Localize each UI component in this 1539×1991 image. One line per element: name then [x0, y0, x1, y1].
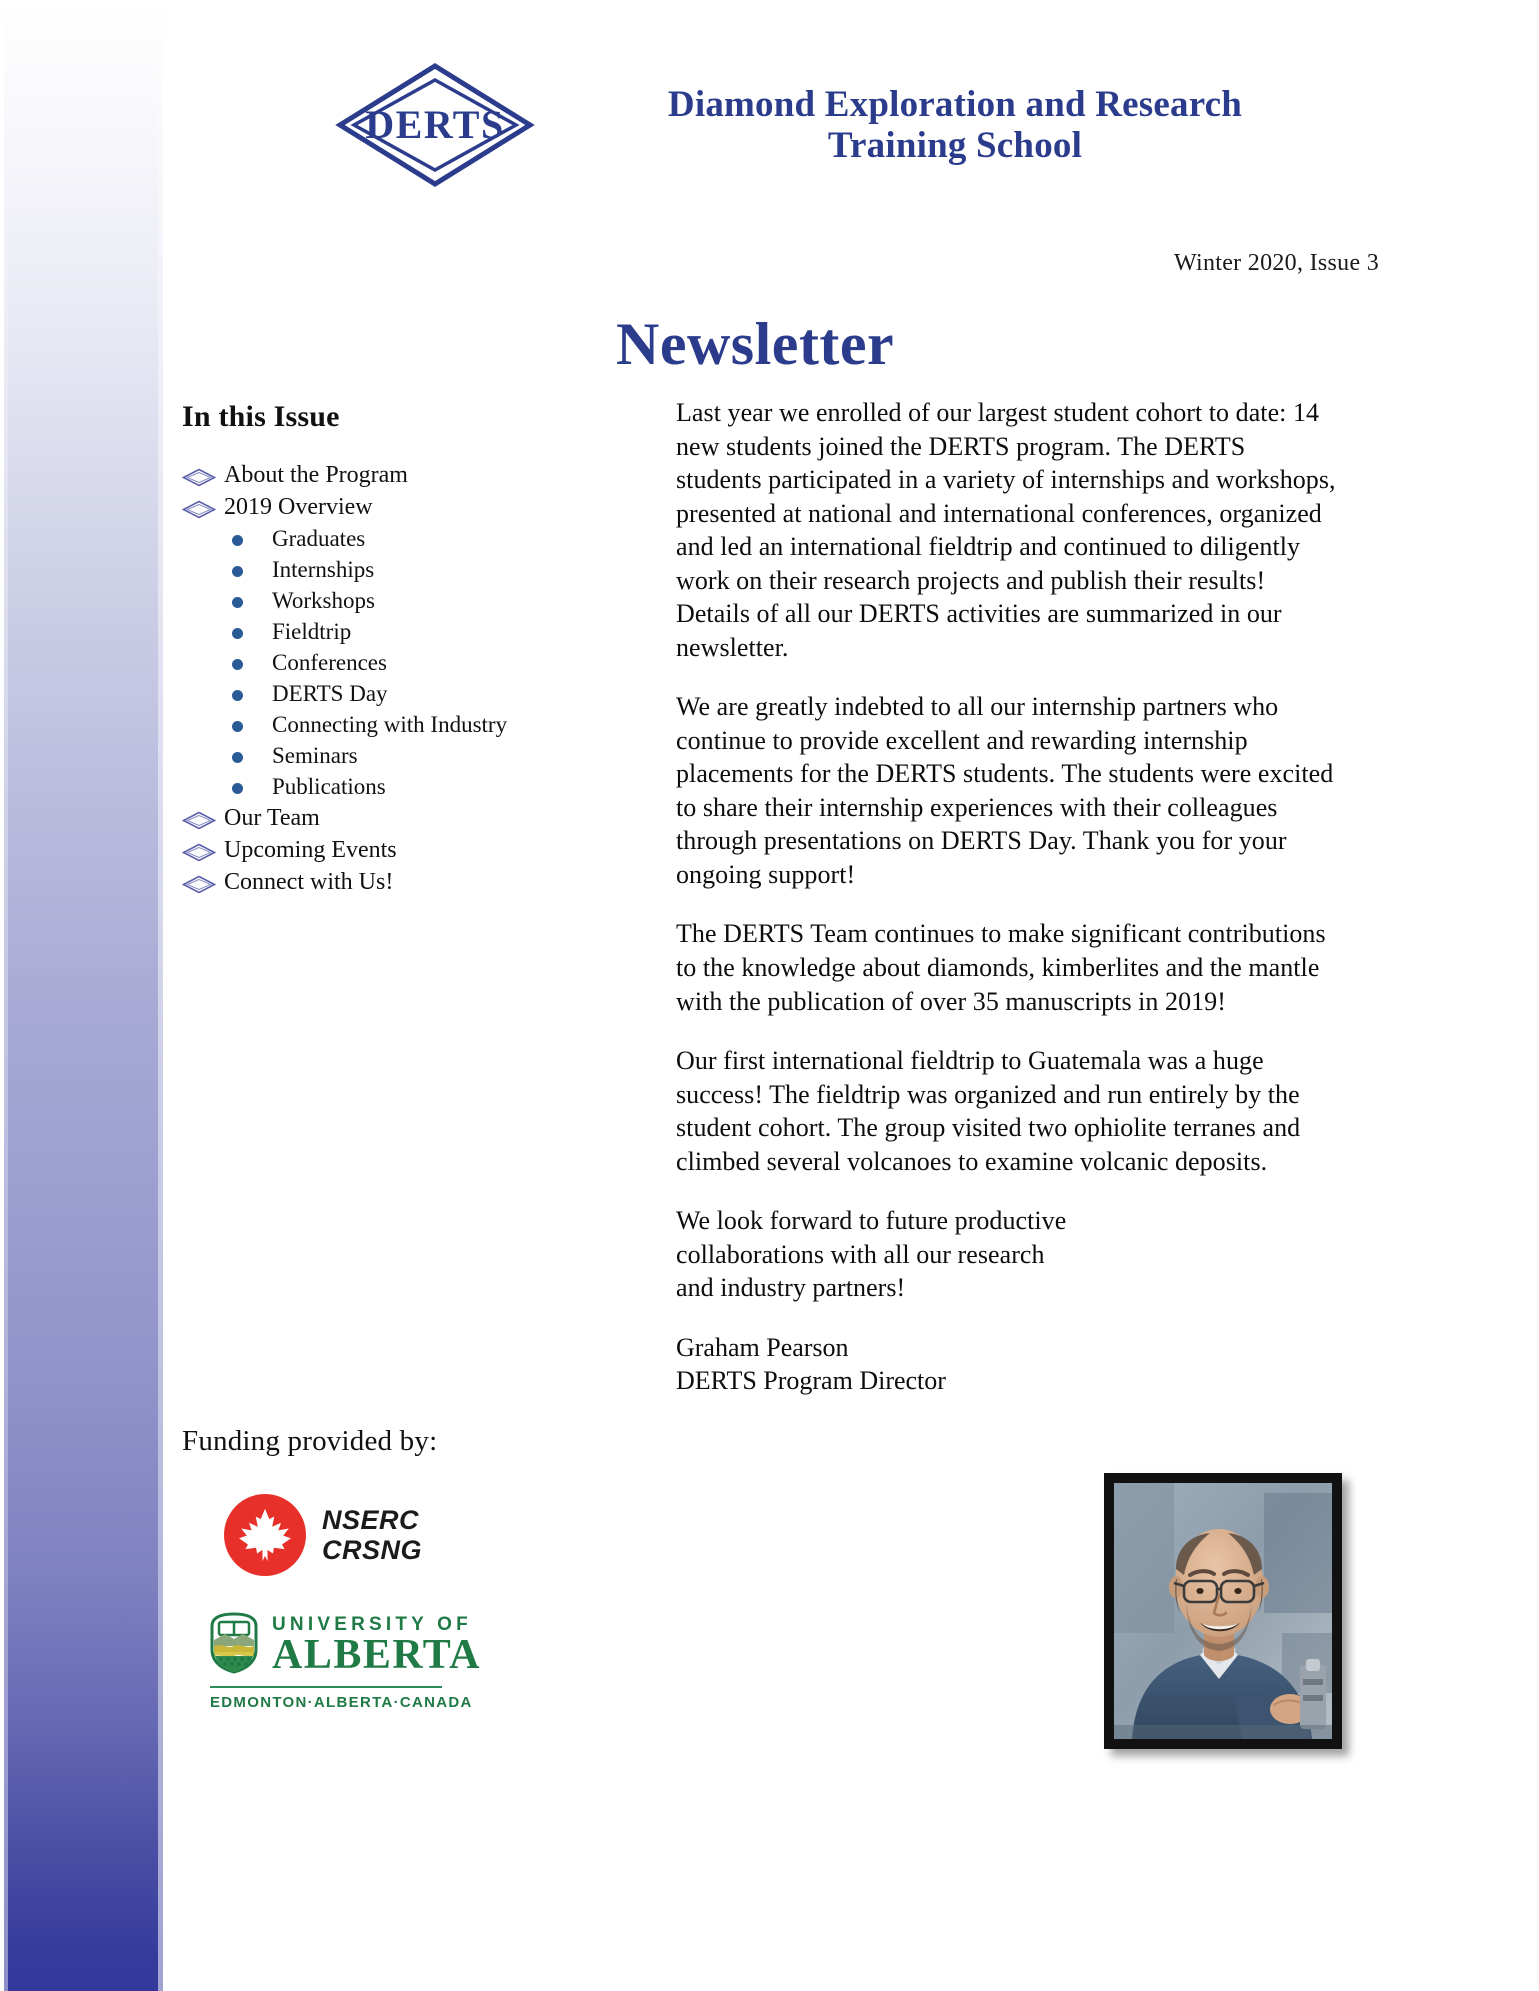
toc-item-label: DERTS Day [272, 681, 388, 706]
toc-item[interactable] [182, 803, 602, 835]
nserc-wordmark [322, 1505, 422, 1565]
in-this-issue-section [182, 400, 602, 899]
ualberta-logo-row [208, 1612, 602, 1679]
toc-item[interactable] [182, 555, 602, 586]
toc-item-label: Internships [272, 557, 375, 582]
maple-leaf-glyph [234, 1504, 296, 1566]
dot-bullet-icon [226, 527, 272, 550]
toc-item-label: Fieldtrip [272, 619, 352, 644]
article-paragraph: We are greatly indebted to all our internship partners who continue to provide excellent and rewarding internship placements for the DERTS students. The students were excited to share their internship experiences with their colleagues through presentations on DERTS Day. Thank you for your ongoing support! [676, 692, 1334, 889]
diamond-bullet-icon [182, 807, 224, 831]
toc-item[interactable] [182, 867, 602, 899]
toc-item-label: Upcoming Events [224, 837, 397, 863]
signature-name: Graham Pearson [676, 1332, 849, 1362]
toc-item[interactable] [182, 460, 602, 492]
nserc-line1: NSERC [322, 1504, 420, 1535]
dot-bullet-icon [226, 558, 272, 581]
director-portrait [1104, 1473, 1342, 1749]
ualberta-tagline: EDMONTON·ALBERTA·CANADA [210, 1694, 473, 1711]
diamond-bullet-icon [182, 464, 224, 488]
funding-section [182, 1425, 602, 1711]
article-paragraph: Our first international fieldtrip to Guatemala was a huge success! The fieldtrip was organized and run entirely by the student cohort. The group visited two ophiolite terranes and climbed several volcanoes to examine volcanic deposits. [676, 1046, 1301, 1176]
toc-item[interactable] [182, 617, 602, 648]
dot-bullet-icon [226, 682, 272, 705]
dot-bullet-icon [226, 651, 272, 674]
toc-item[interactable] [182, 524, 602, 555]
ualberta-logo [208, 1612, 602, 1711]
toc-item-label: Seminars [272, 743, 358, 768]
toc-item-label: Connecting with Industry [272, 712, 508, 737]
shield-glyph [208, 1612, 260, 1674]
article-closing-paragraph: We look forward to future productive collaborations with all our research and industry partners! [676, 1206, 1067, 1303]
nserc-logo [224, 1494, 602, 1576]
toc-item[interactable] [182, 648, 602, 679]
dot-bullet-icon [226, 744, 272, 767]
toc-item-label: Our Team [224, 805, 320, 831]
nserc-line2: CRSNG [322, 1535, 423, 1565]
page-title: Newsletter [616, 311, 895, 377]
diamond-outline-icon [330, 60, 540, 190]
dot-bullet-icon [226, 620, 272, 643]
derts-logo [330, 60, 540, 190]
ualberta-wordmark [272, 1615, 481, 1677]
funding-heading: Funding provided by: [182, 1425, 438, 1457]
toc-item[interactable] [182, 772, 602, 803]
toc-item[interactable] [182, 679, 602, 710]
shield-icon [208, 1612, 260, 1679]
masthead [330, 60, 1340, 190]
toc-item[interactable] [182, 492, 602, 524]
diamond-bullet-icon [182, 839, 224, 863]
dot-bullet-icon [226, 775, 272, 798]
toc-item-label: Publications [272, 774, 386, 799]
article-body [676, 396, 1336, 1398]
portrait-illustration [1114, 1483, 1332, 1739]
toc-list [182, 460, 602, 899]
diamond-bullet-icon [182, 496, 224, 520]
dot-bullet-icon [226, 589, 272, 612]
toc-item[interactable] [182, 741, 602, 772]
toc-item[interactable] [182, 835, 602, 867]
portrait-image [1114, 1483, 1332, 1739]
dot-bullet-icon [226, 713, 272, 736]
decorative-gradient-bar [8, 0, 158, 1991]
derts-logo-text: DERTS [365, 102, 505, 147]
organization-title-line2: Training School [827, 125, 1083, 166]
toc-item-label: Workshops [272, 588, 375, 613]
issue-label: Winter 2020, Issue 3 [1174, 250, 1379, 276]
article-paragraph: The DERTS Team continues to make significant contributions to the knowledge about diamonds, kimberlites and the mantle with the publication of over 35 manuscripts in 2019! [676, 919, 1326, 1016]
signature-title: DERTS Program Director [676, 1366, 946, 1396]
toc-heading: In this Issue [182, 400, 340, 433]
sidebar-right-edge [158, 0, 163, 1991]
toc-item[interactable] [182, 710, 602, 741]
toc-item[interactable] [182, 586, 602, 617]
maple-leaf-icon [224, 1494, 306, 1576]
toc-item-label: About the Program [224, 462, 408, 488]
toc-item-label: Conferences [272, 650, 387, 675]
toc-item-label: Graduates [272, 526, 366, 551]
organization-title-line1: Diamond Exploration and Research [667, 83, 1243, 125]
organization-title [570, 84, 1340, 167]
ualberta-divider [210, 1686, 442, 1688]
toc-item-label: Connect with Us! [224, 869, 394, 895]
ualberta-line2: ALBERTA [272, 1631, 481, 1678]
diamond-bullet-icon [182, 871, 224, 895]
article-paragraph: Last year we enrolled of our largest student cohort to date: 14 new students joined the DERTS program. The DERTS students participated in a variety of internships and workshops, presented at national and international conferences, organized and led an international fieldtrip and continued to diligently work on their research projects and publish their results! Details of all our DERTS activities are summarized in our newsletter. [676, 398, 1336, 662]
toc-item-label: 2019 Overview [224, 494, 373, 520]
ualberta-line1: UNIVERSITY OF [272, 1613, 472, 1635]
